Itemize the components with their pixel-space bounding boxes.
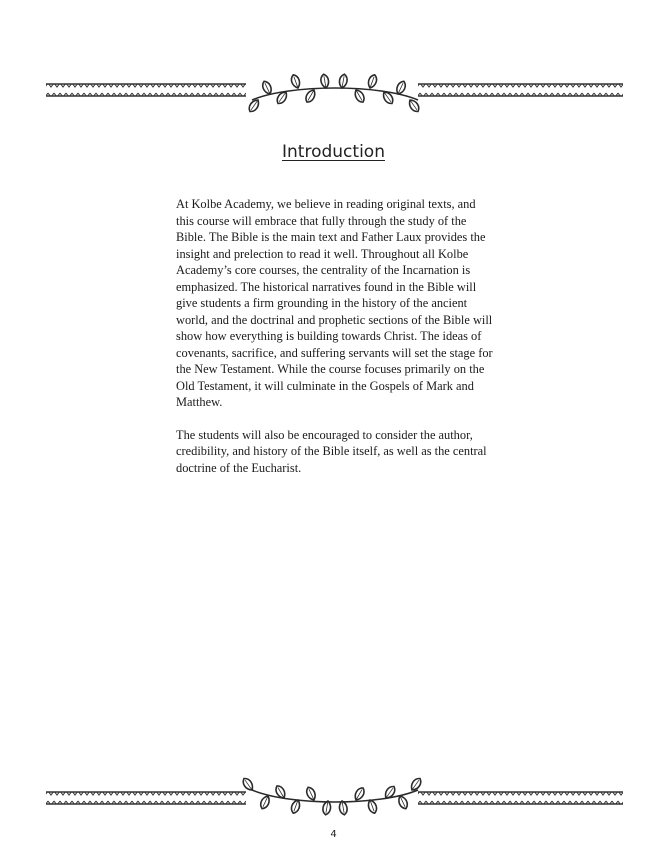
paragraph: At Kolbe Academy, we believe in reading original texts, and this course will embrace that fully through the study of the Bible. The Bible is the main text and Father Laux provides the insight and prelection to read it well. Throughout all Kolbe Academy’s core courses, the centrality of the Incarnation is emphasized. The historical narratives found in the Bible will give students a firm grounding in the history of the ancient world, and the doctrinal and prophetic sections of the Bible will show how everything is building towards Christ. The ideas of covenants, sacrifice, and suffering servants will set the stage for the New Testament. While the course focuses primarily on the Old Testament, it will culminate in the Gospels of Mark and Matthew. [176,197,493,409]
introduction-body [176,196,496,492]
page-title: Introduction [282,142,385,162]
page-number: 4 [330,829,337,840]
paragraph: The students will also be encouraged to consider the author, credibility, and history of the Bible itself, as well as the central doctrine of the Eucharist. [176,427,487,475]
bottom-laurel-divider [0,768,667,818]
top-laurel-divider [0,70,667,120]
